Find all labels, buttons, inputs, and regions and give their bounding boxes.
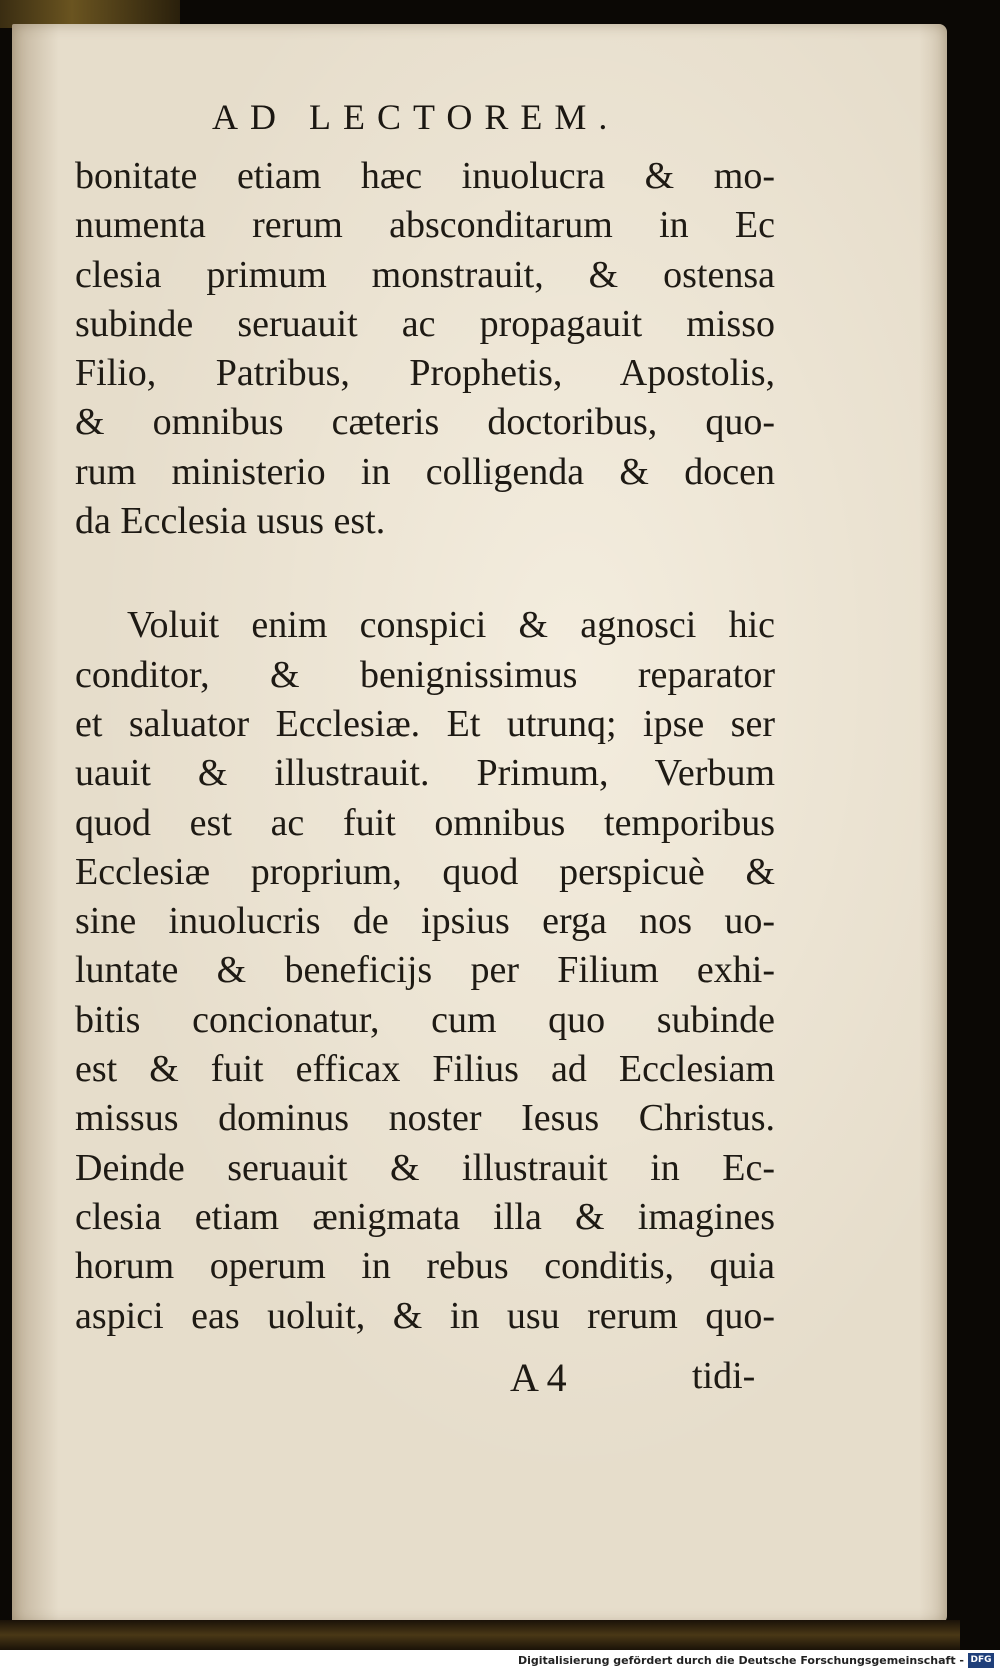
digitization-footer [0,1650,1000,1674]
book-binding-bottom [0,1620,960,1650]
body-text [75,152,775,1341]
text-line: et saluator Ecclesiæ. Et utrunq; ipse ser [75,702,775,745]
text-line: clesia primum monstrauit, & ostensa [75,253,775,296]
text-line: sine inuolucris de ipsius erga nos uo- [75,900,775,943]
text-line: luntate & beneficijs per Filium exhi- [75,949,775,992]
text-line: Filio, Patribus, Prophetis, Apostolis, [75,352,775,395]
text-line: bitis concionatur, cum quo subinde [75,998,775,1041]
running-headline: AD LECTOREM. [212,97,620,137]
text-line: da Ecclesia usus est. [75,500,386,543]
catchword: tidi- [692,1355,756,1397]
text-line: uauit & illustrauit. Primum, Verbum [75,752,775,795]
text-line: aspici eas uoluit, & in usu rerum quo- [75,1294,775,1337]
dfg-logo: DFG [968,1653,994,1668]
text-line: Ecclesiæ proprium, quod perspicuè & [75,850,775,893]
text-line: conditor, & benignissimus reparator [75,653,775,696]
text-line: est & fuit efficax Filius ad Ecclesiam [75,1048,775,1091]
signature-mark: A 4 [510,1355,567,1400]
text-line: subinde seruauit ac propagauit misso [75,302,775,345]
funding-credit: Digitalisierung gefördert durch die Deutsche Forschungsgemeinschaft - [517,1654,964,1667]
text-line: numenta rerum absconditarum in Ec [75,204,775,247]
text-line: quod est ac fuit omnibus temporibus [75,801,775,844]
text-line: Deinde seruauit & illustrauit in Ec- [75,1146,775,1189]
book-page [12,24,947,1624]
text-line: horum operum in rebus conditis, quia [75,1245,775,1288]
text-line: Voluit enim conspici & agnosci hic [127,604,775,647]
text-line: & omnibus cæteris doctoribus, quo- [75,401,775,444]
text-line: rum ministerio in colligenda & docen [75,450,775,493]
text-line: clesia etiam ænigmata illa & imagines [75,1195,775,1238]
text-line: bonitate etiam hæc inuolucra & mo- [75,155,775,197]
text-line: missus dominus noster Iesus Christus. [75,1097,775,1140]
paragraph-gap [75,546,775,601]
